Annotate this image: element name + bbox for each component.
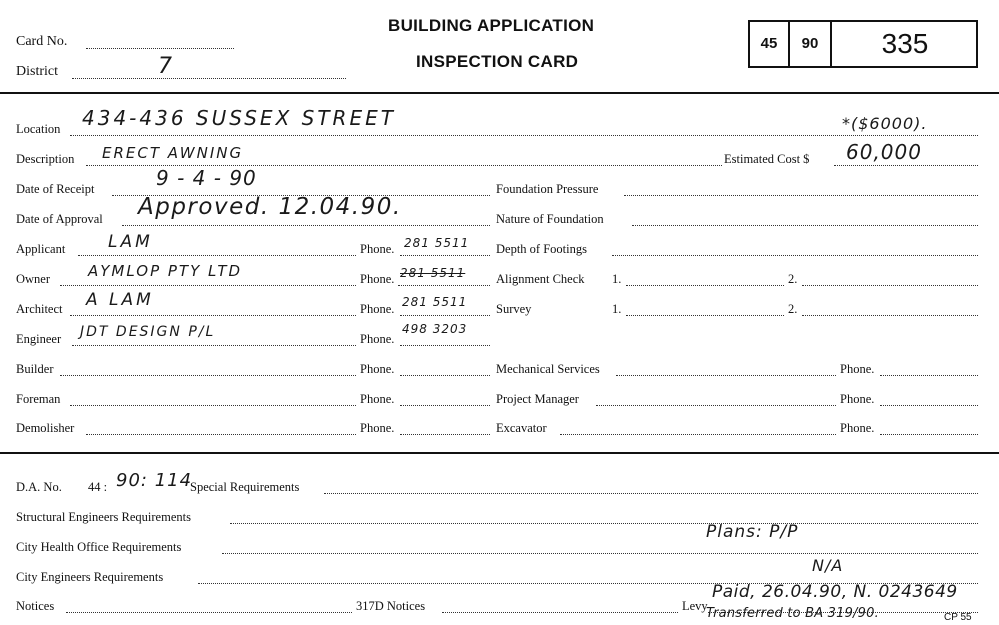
project-manager-phone-field [880,405,978,406]
owner-phone-value: 281 5511 [400,266,466,280]
builder-field [60,375,356,376]
demolisher-label: Demolisher [16,421,75,435]
mechanical-field [616,375,836,376]
health-label: City Health Office Requirements [16,540,182,554]
depth-footings-label: Depth of Footings [496,242,587,256]
notices-317-label: 317D Notices [356,599,426,613]
structural-field [230,523,978,524]
receipt-value: 9 - 4 - 90 [156,166,257,190]
applicant-label: Applicant [16,242,66,256]
engineer-phone-label: Phone. [360,332,395,346]
estimated-cost-value: 60,000 [846,140,922,164]
notices-317-field [442,612,678,613]
survey-field-2 [802,315,978,316]
excavator-phone-label: Phone. [840,421,875,435]
applicant-phone-value: 281 5511 [404,236,470,250]
alignment-field-1 [626,285,784,286]
project-manager-phone-label: Phone. [840,392,875,406]
estimated-cost-label: Estimated Cost $ [724,152,810,166]
estimated-cost-field [834,165,978,166]
excavator-label: Excavator [496,421,547,435]
card-no-field [86,48,234,49]
applicant-field [78,255,356,256]
engineer-label: Engineer [16,332,62,346]
foundation-pressure-field [624,195,978,196]
survey-label: Survey [496,302,532,316]
mechanical-label: Mechanical Services [496,362,600,376]
special-field [324,493,978,494]
project-manager-label: Project Manager [496,392,579,406]
applicant-phone-label: Phone. [360,242,395,256]
mechanical-phone-field [880,375,978,376]
owner-value: AYMLOP PTY LTD [88,262,243,280]
receipt-label: Date of Receipt [16,182,95,196]
card-number-box [748,20,978,68]
project-manager-field [596,405,836,406]
owner-phone-field [398,285,490,286]
foreman-label: Foreman [16,392,61,406]
nature-foundation-field [632,225,978,226]
architect-phone-field [400,315,490,316]
engineer-phone-field [400,345,490,346]
card-box-number: 335 [881,28,929,59]
city-eng-label: City Engineers Requirements [16,570,164,584]
alignment-label: Alignment Check [496,272,585,286]
applicant-value: LAM [108,232,153,252]
health-field [222,553,978,554]
architect-field [70,315,356,316]
applicant-phone-field [400,255,490,256]
approval-field [122,225,490,226]
architect-phone-label: Phone. [360,302,395,316]
da-label: D.A. No. [16,480,62,494]
notices-label: Notices [16,599,55,613]
divider-top [0,92,999,94]
da-prefix: 44 : [88,480,108,494]
builder-phone-field [400,375,490,376]
da-value: 90: 114 [116,470,193,491]
structural-label: Structural Engineers Requirements [16,510,191,524]
architect-phone-value: 281 5511 [402,295,468,309]
description-label: Description [16,152,75,166]
builder-phone-label: Phone. [360,362,395,376]
engineer-field [72,345,356,346]
title-line-2: INSPECTION CARD [416,52,579,71]
divider-bottom [0,452,999,454]
district-label: District [16,64,58,79]
card-box-a: 45 [750,22,790,66]
foreman-phone-field [400,405,490,406]
approval-label: Date of Approval [16,212,103,226]
survey-field-1 [626,315,784,316]
owner-field [60,285,356,286]
title-line-1: BUILDING APPLICATION [388,16,595,35]
district-field [72,78,346,79]
survey-num-1: 1. [612,302,622,316]
architect-value: A LAM [86,290,154,310]
levy-label: Levy [682,599,708,613]
engineer-value: JDT DESIGN P/L [80,324,216,340]
demolisher-field [86,434,356,435]
demolisher-phone-label: Phone. [360,421,395,435]
description-value: ERECT AWNING [102,144,244,162]
approval-value: Approved. 12.04.90. [138,194,402,220]
special-label: Special Requirements [190,480,300,494]
excavator-field [560,434,836,435]
survey-num-2: 2. [788,302,798,316]
city-eng-value: N/A [812,556,844,575]
location-value: 434-436 SUSSEX STREET [82,106,396,130]
form-code: CP 55 [944,612,972,623]
location-label: Location [16,122,61,136]
location-note: *($6000). [842,114,928,133]
owner-phone-label: Phone. [360,272,395,286]
architect-label: Architect [16,302,63,316]
depth-footings-field [612,255,978,256]
nature-foundation-label: Nature of Foundation [496,212,604,226]
foreman-field [70,405,356,406]
notices-field [66,612,352,613]
alignment-num-1: 1. [612,272,622,286]
card-box-b: 90 [790,22,832,66]
foreman-phone-label: Phone. [360,392,395,406]
demolisher-phone-field [400,434,490,435]
card-no-label: Card No. [16,34,68,49]
builder-label: Builder [16,362,54,376]
owner-label: Owner [16,272,51,286]
district-value: 7 [158,54,173,79]
location-field [70,135,978,136]
alignment-num-2: 2. [788,272,798,286]
health-value: Plans: P/P [706,522,799,542]
transferred-note: Transferred to BA 319/90. [706,606,879,621]
alignment-field-2 [802,285,978,286]
engineer-phone-value: 498 3203 [402,322,468,336]
mechanical-phone-label: Phone. [840,362,875,376]
excavator-phone-field [880,434,978,435]
foundation-pressure-label: Foundation Pressure [496,182,599,196]
levy-value: Paid, 26.04.90, N. 0243649 [712,582,958,602]
